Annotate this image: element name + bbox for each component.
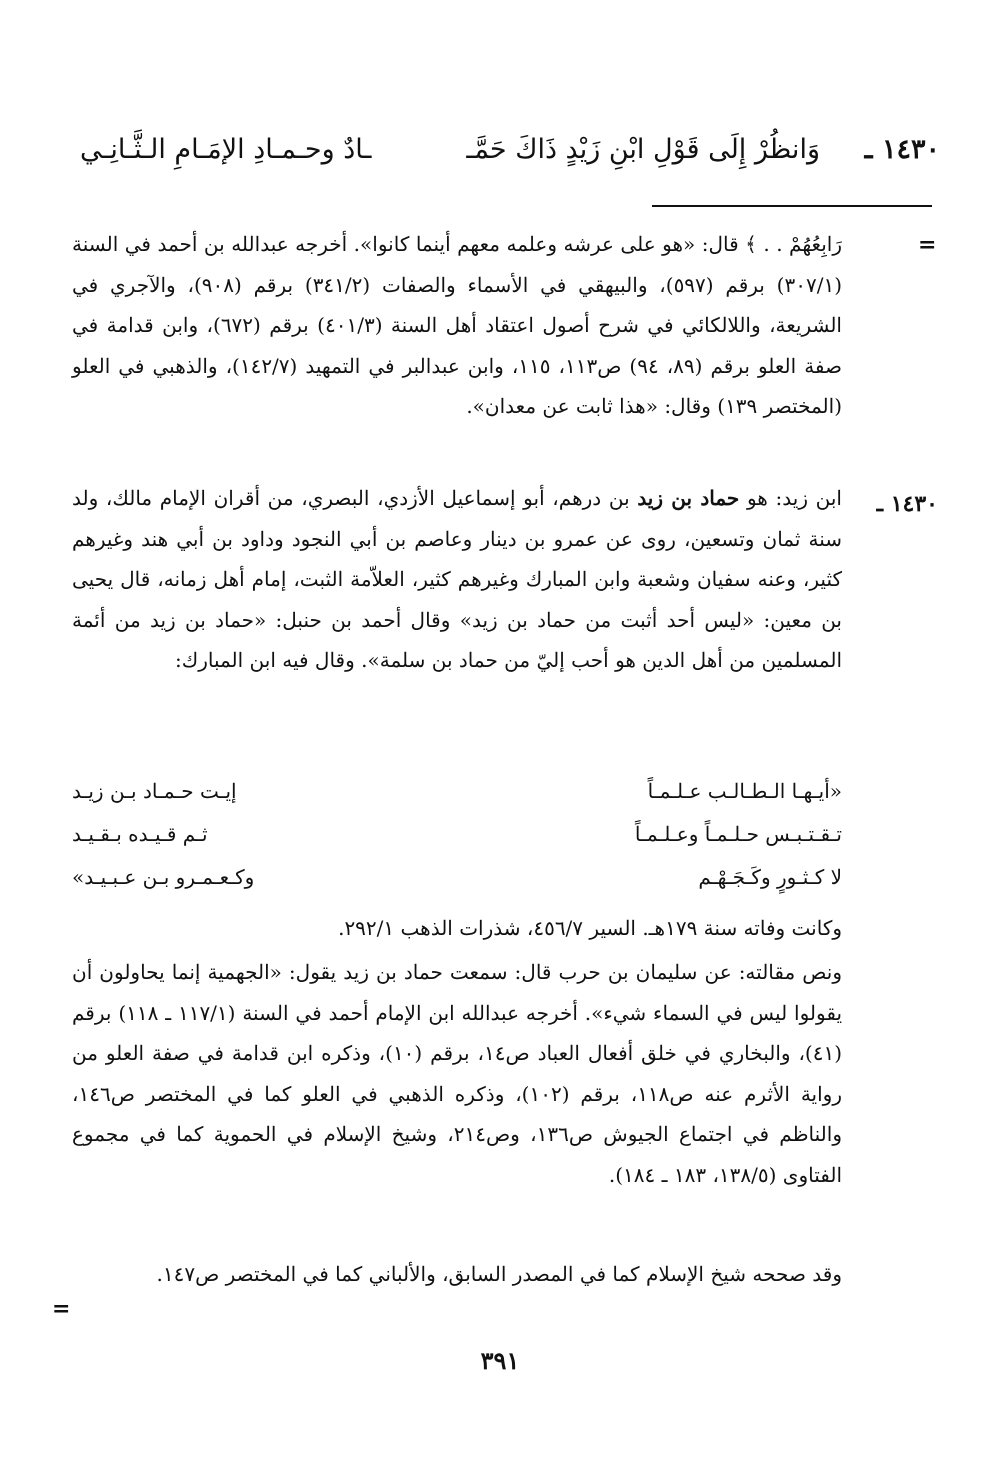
bio-rest: بن درهم، أبو إسماعيل الأزدي، البصري، من أقران الإمام مالك، ولد سنة ثمان وتسعين، روى عن عمرو بن دينار وعاصم بن أبي النجود وداود بن أبي هند وغيرهم كثير، وعنه سفيان وشعبة وابن المبارك وغيرهم كثير، العلاّمة الثبت، إمام أهل زمانه، قال يحيى بن معين: «ليس أحد أثبت من حماد بن زيد» وقال أحمد بن حنبل: «حماد بن زيد من أئمة المسلمين من أهل الدين هو أحب إليّ من حماد بن سلمة». وقال فيه ابن المبارك: [72,486,842,672]
poem-line-second-hemistich: وكـعـمـرو بـن عـبـيـد» [72,865,255,889]
poem-line [72,813,842,856]
verse-second-hemistich: ـادٌ وحـمـادِ الإمَـامِ الـثَّـانِـي [80,134,372,165]
verse-line [80,128,940,172]
poem-line-second-hemistich: إيـت حـمـاد بـن زيـد [72,779,237,803]
poem-line-first-hemistich: لا كـثـورٍ وكَـجَـهْـم [698,865,842,889]
statement-paragraph: ونص مقالته: عن سليمان بن حرب قال: سمعت حماد بن زيد يقول: «الجهمية إنما يحاولون أن يقولوا ليس في السماء شيء». أخرجه عبدالله ابن الإمام أحمد في السنة (١١٧/١ ـ ١١٨) برقم (٤١)، والبخاري في خلق أفعال العباد ص١٤، برقم (١٠)، وذكره ابن قدامة في صفة العلو من رواية الأثرم عنه ص١١٨، برقم (١٠٢)، وذكره الذهبي في العلو كما في المختصر ص١٤٦، والناظم في اجتماع الجيوش ص١٣٦، وص٢١٤، وشيخ الإسلام في الحموية كما في مجموع الفتاوى (١٣٨/٥، ١٨٣ ـ ١٨٤). [72,960,843,1187]
authentication-paragraph: وقد صححه شيخ الإسلام كما في المصدر السابق، والألباني كما في المختصر ص١٤٧. [156,1262,842,1286]
poem-line-first-hemistich: «أيـهـا الـطـالـب عـلـمـاً [647,779,842,803]
bio-name: حماد بن زيد [637,486,740,510]
continuation-marker-bottom: = [52,1296,71,1322]
poem-line-first-hemistich: تـقـتـبـس حـلـمـاً وعـلـمـاً [634,822,842,846]
death-date-paragraph: وكانت وفاته سنة ١٧٩هـ. السير ٤٥٦/٧، شذرات الذهب ٢٩٢/١. [338,916,842,940]
footnote-continued-paragraph: رَابِعُهُمْ . . ﴾ قال: «هو على عرشه وعلمه معهم أينما كانوا». أخرجه عبدالله بن أحمد في السنة (٣٠٧/١) برقم (٥٩٧)، والبيهقي في الأسماء والصفات (٣٤١/٢) برقم (٩٠٨)، والآجري في الشريعة، واللالكائي في شرح أصول اعتقاد أهل السنة (٤٠١/٣) برقم (٦٧٢)، وابن قدامة في صفة العلو برقم (٨٩، ٩٤) ص١١٣، ١١٥، وابن عبدالبر في التمهيد (١٤٢/٧)، والذهبي في العلو (المختصر ١٣٩) وقال: «هذا ثابت عن معدان». [72,232,843,418]
verse-first-hemistich: وَانظُرْ إِلَى قَوْلِ ابْنِ زَيْدٍ ذَاكَ حَمَّـ [466,134,820,165]
poem-line [72,770,842,813]
poem-line-second-hemistich: ثـم قـيـده بـقـيـد [72,822,208,846]
footnote-paragraph-biography [72,478,842,681]
poem-line [72,856,842,899]
page-number: ٣٩١ [480,1346,520,1375]
poem [72,770,842,899]
continuation-marker-top: = [918,232,937,258]
verse-number: ١٤٣٠ ـ [864,134,940,165]
footnote-separator [652,205,932,207]
bio-prefix: ابن زيد: هو [739,486,842,510]
footnote-number: ١٤٣٠ ـ [876,491,938,517]
